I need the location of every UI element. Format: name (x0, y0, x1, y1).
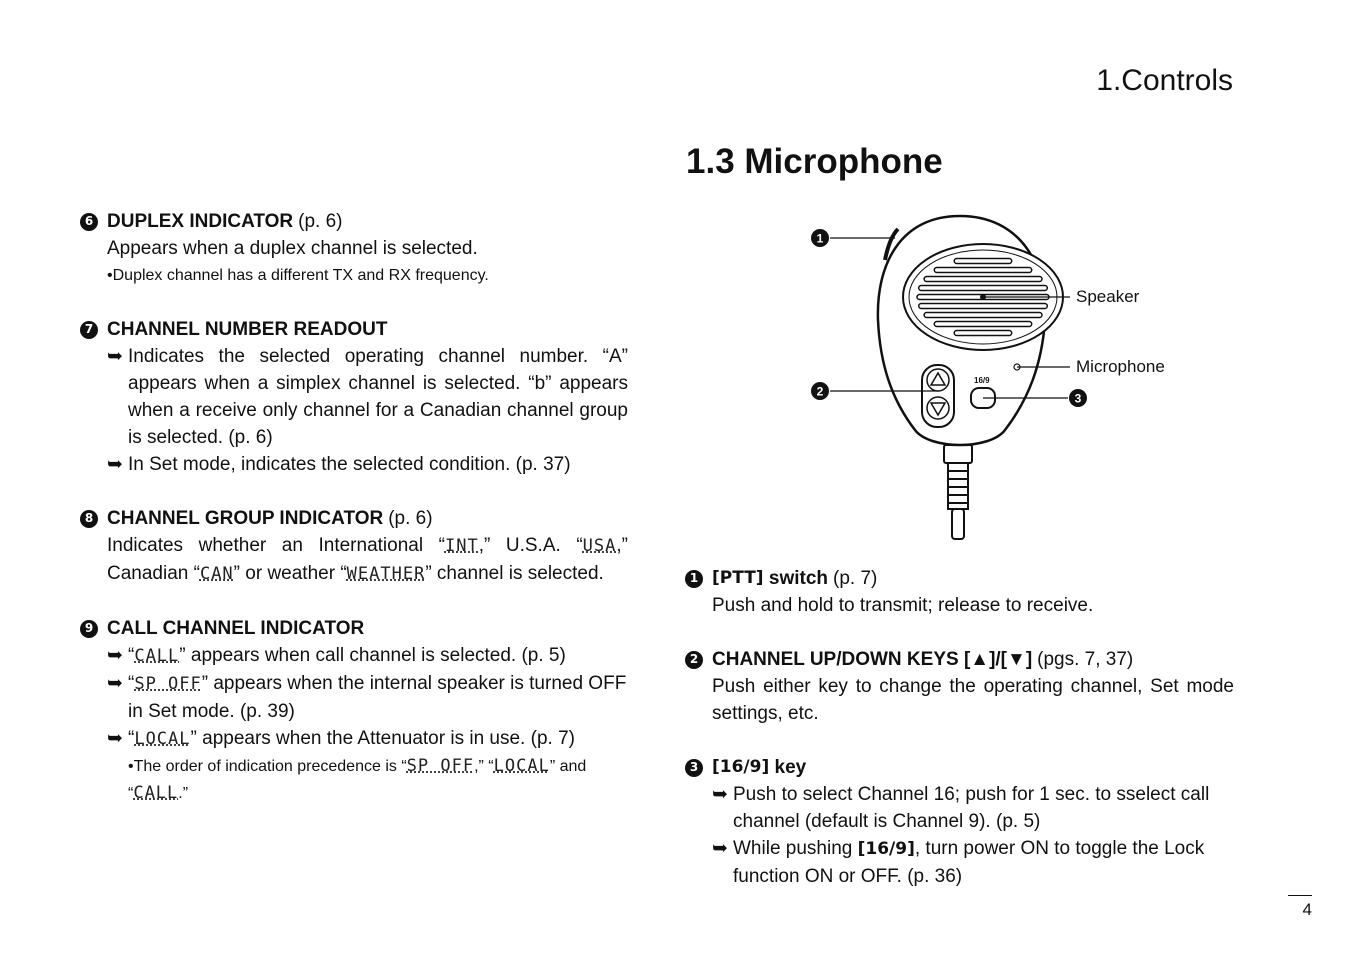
item-title: key (769, 757, 807, 778)
item-16-9-key (685, 754, 1234, 890)
item-title: CHANNEL GROUP INDICATOR (107, 508, 384, 529)
label-microphone: Microphone (1076, 357, 1165, 376)
item-title: CHANNEL UP/DOWN KEYS [▲]/[▼] (712, 649, 1033, 670)
section-title: 1.3 Microphone (686, 142, 943, 181)
bullet-item: ➥ Push to select Channel 16; push for 1 sec. to sselect call channel (default is Channel 9). (p. 5) (685, 781, 1234, 835)
item-number-badge: 6 (80, 213, 98, 231)
arrow-icon: ➥ (107, 645, 123, 666)
bullet-item: ➥ “LOCAL” appears when the Attenuator is in use. (p. 7) (80, 725, 628, 753)
lcd-text: USA (582, 536, 617, 556)
bullet-item: ➥ Indicates the selected operating channel number. “A” appears when a simplex channel is selected. “b” appears when a receive only channel for a Canadian channel group is selected. (p. 6) (80, 343, 628, 451)
lcd-text: WEATHER (346, 564, 426, 584)
microphone-diagram (800, 205, 1200, 550)
key-name: [16/9] (712, 757, 770, 777)
lcd-text: INT (444, 536, 479, 556)
lcd-text: SP OFF (406, 756, 475, 776)
lcd-text: CALL (134, 646, 180, 666)
key-name: [PTT] (712, 568, 764, 588)
item-channel-group-indicator (80, 505, 628, 588)
lcd-text: LOCAL (134, 729, 191, 749)
bullet-item: ➥ “CALL” appears when call channel is selected. (p. 5) (80, 642, 628, 670)
item-duplex-indicator (80, 208, 628, 289)
item-number-badge: 2 (685, 651, 703, 669)
bullet-item: ➥ While pushing [16/9], turn power ON to toggle the Lock function ON or OFF. (p. 36) (685, 835, 1234, 890)
bullet-item: ➥ “SP OFF” appears when the internal speaker is turned OFF in Set mode. (p. 39) (80, 670, 628, 725)
item-note: •The order of indication precedence is “SP OFF,” “LOCAL” and “CALL.” (128, 756, 587, 803)
page-number: 4 (1288, 895, 1312, 920)
item-channel-up-down-keys (685, 646, 1234, 727)
speaker-center-dot (980, 294, 986, 300)
item-body: Indicates whether an International “INT,” U.S.A. “USA,” Canadian “CAN” or weather “WEATHER” channel is selected. (107, 535, 628, 584)
arrow-icon: ➥ (107, 728, 123, 749)
bullet-dot: • (107, 267, 113, 284)
item-title: CHANNEL NUMBER READOUT (107, 319, 388, 340)
svg-text:1: 1 (816, 231, 824, 246)
item-number-badge: 3 (685, 759, 703, 777)
callout-badge-2 (811, 382, 829, 400)
item-ptt-switch (685, 565, 1234, 619)
arrow-icon: ➥ (107, 346, 123, 367)
bullet-item: ➥ In Set mode, indicates the selected condition. (p. 37) (80, 451, 628, 478)
item-body: Appears when a duplex channel is selected. (107, 238, 478, 259)
item-number-badge: 7 (80, 321, 98, 339)
item-note: •Duplex channel has a different TX and RX frequency. (107, 267, 489, 284)
item-body: Push either key to change the operating channel, Set mode settings, etc. (712, 676, 1234, 724)
arrow-icon: ➥ (107, 454, 123, 475)
page-ref: (pgs. 7, 37) (1037, 649, 1134, 670)
item-call-channel-indicator (80, 615, 628, 807)
callout-badge-3 (1069, 389, 1087, 407)
svg-text:2: 2 (816, 384, 824, 399)
item-number-badge: 8 (80, 510, 98, 528)
item-number-badge: 9 (80, 620, 98, 638)
item-title: DUPLEX INDICATOR (107, 211, 294, 232)
page-ref: (p. 7) (833, 568, 878, 589)
item-title: CALL CHANNEL INDICATOR (107, 618, 365, 639)
lcd-text: SP OFF (134, 674, 202, 694)
svg-text:3: 3 (1074, 391, 1082, 406)
item-title: switch (763, 568, 828, 589)
key-name: [16/9] (857, 839, 915, 859)
item-channel-number-readout (80, 316, 628, 478)
chapter-title: 1.Controls (1096, 64, 1233, 97)
page-ref: (p. 6) (298, 211, 343, 232)
arrow-icon: ➥ (712, 784, 728, 805)
arrow-icon: ➥ (107, 673, 123, 694)
page-ref: (p. 6) (388, 508, 433, 529)
lcd-text: CALL (133, 783, 179, 803)
arrow-icon: ➥ (712, 838, 728, 859)
label-speaker: Speaker (1076, 287, 1140, 306)
item-body: Push and hold to transmit; release to receive. (712, 595, 1094, 616)
key-16-9-label: 16/9 (974, 376, 990, 385)
item-number-badge: 1 (685, 570, 703, 588)
right-column (685, 565, 1234, 917)
channel-up-down-keys[interactable] (922, 365, 954, 427)
left-column (80, 208, 628, 834)
mic-cord (944, 445, 972, 539)
callout-badge-1 (811, 229, 829, 247)
lcd-text: CAN (199, 564, 234, 584)
lcd-text: LOCAL (493, 756, 550, 776)
bullet-dot: • (128, 758, 134, 775)
